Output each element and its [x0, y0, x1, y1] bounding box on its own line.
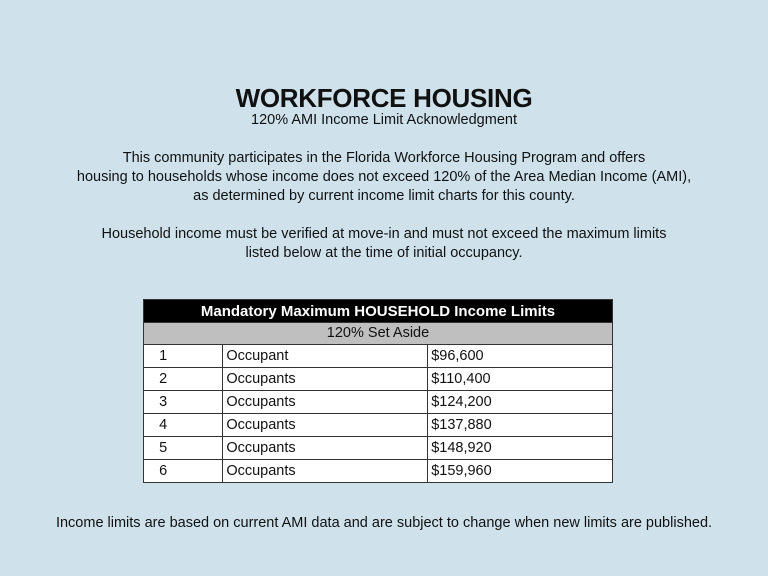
- occupant-label-cell: Occupants: [223, 437, 428, 460]
- occupant-label-cell: Occupants: [223, 391, 428, 414]
- occupant-label-cell: Occupants: [223, 414, 428, 437]
- verification-note-line: listed below at the time of initial occupancy.: [245, 245, 523, 261]
- table-row: [144, 368, 613, 391]
- table-row: [144, 460, 613, 483]
- table-row: [144, 345, 613, 368]
- table-row: [144, 391, 613, 414]
- table-subheader: 120% Set Aside: [144, 323, 613, 345]
- table-row: [144, 437, 613, 460]
- program-description: [0, 149, 768, 206]
- household-size-cell: 6: [144, 460, 223, 483]
- income-limit-cell: $124,200: [428, 391, 613, 414]
- verification-note-line: Household income must be verified at move-in and must not exceed the maximum limits: [101, 226, 667, 242]
- occupant-label-cell: Occupants: [223, 460, 428, 483]
- income-limit-cell: $110,400: [428, 368, 613, 391]
- income-limit-cell: $137,880: [428, 414, 613, 437]
- income-limit-cell: $148,920: [428, 437, 613, 460]
- program-description-line: This community participates in the Florida Workforce Housing Program and offers: [122, 150, 646, 166]
- household-size-cell: 4: [144, 414, 223, 437]
- income-limit-cell: $96,600: [428, 345, 613, 368]
- verification-note: [0, 225, 768, 263]
- page-title: WORKFORCE HOUSING: [235, 83, 533, 113]
- table-row: [144, 414, 613, 437]
- occupant-label-cell: Occupants: [223, 368, 428, 391]
- household-size-cell: 5: [144, 437, 223, 460]
- footer-note: Income limits are based on current AMI data and are subject to change when new limits are published.: [55, 515, 713, 531]
- household-size-cell: 2: [144, 368, 223, 391]
- page-subtitle: 120% AMI Income Limit Acknowledgment: [251, 112, 517, 128]
- income-limits-table: [143, 299, 613, 483]
- household-size-cell: 3: [144, 391, 223, 414]
- program-description-line: housing to households whose income does not exceed 120% of the Area Median Income (AMI),: [76, 169, 692, 185]
- table-header: Mandatory Maximum HOUSEHOLD Income Limits: [144, 300, 613, 323]
- program-description-line: as determined by current income limit charts for this county.: [193, 188, 575, 204]
- income-limit-cell: $159,960: [428, 460, 613, 483]
- occupant-label-cell: Occupant: [223, 345, 428, 368]
- household-size-cell: 1: [144, 345, 223, 368]
